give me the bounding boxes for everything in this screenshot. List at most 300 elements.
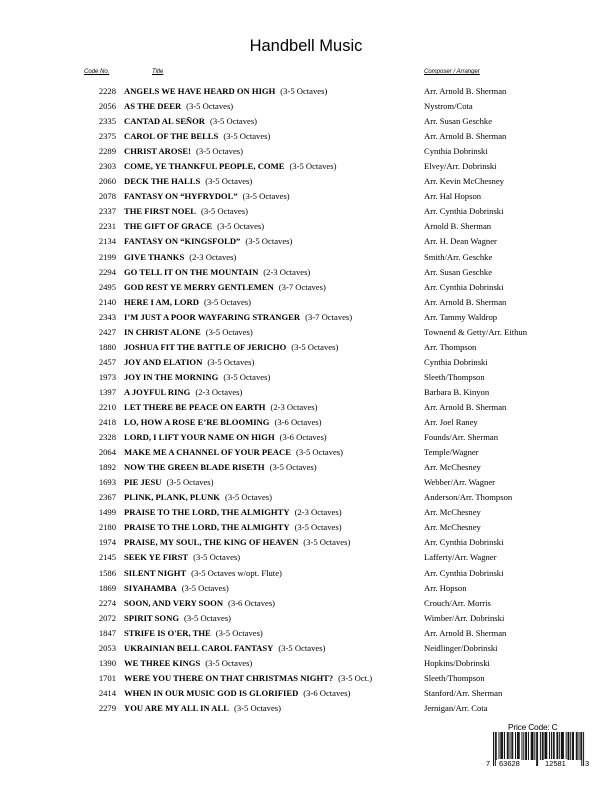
song-code: 2375 [98, 131, 116, 142]
barcode-bar [579, 732, 580, 760]
song-code: 1974 [98, 537, 116, 548]
song-row [0, 596, 612, 611]
song-row [0, 280, 612, 295]
song-title: SILENT NIGHT [124, 567, 187, 578]
song-row [0, 445, 612, 460]
song-code: 1397 [98, 386, 116, 397]
barcode-bar [525, 732, 526, 760]
song-title: THE FIRST NOEL [124, 206, 196, 217]
song-composer: Townend & Getty/Arr. Eithun [424, 326, 527, 337]
barcode-bar [568, 732, 569, 760]
song-title: SEEK YE FIRST [124, 552, 189, 563]
song-title: FANTASY ON “KINGSFOLD” [124, 236, 241, 247]
song-octaves: (3-5 Octaves) [195, 146, 243, 157]
barcode-bar [572, 732, 573, 760]
song-row [0, 475, 612, 490]
song-composer: Smith/Arr. Geschke [424, 251, 493, 262]
song-title: MAKE ME A CHANNEL OF YOUR PEACE [124, 447, 291, 458]
song-octaves: (3-5 Octaves) [181, 582, 229, 593]
barcode-bar [545, 732, 546, 760]
barcode-bar [531, 732, 532, 760]
song-octaves: (3-5 Octaves) [295, 447, 343, 458]
song-title-cell [124, 204, 248, 219]
song-composer: Stanford/Arr. Sherman [424, 687, 503, 698]
barcode-bar [496, 732, 497, 760]
song-octaves: (3-5 Octaves) [203, 296, 251, 307]
song-row [0, 219, 612, 234]
song-code: 2335 [98, 116, 116, 127]
song-code: 1880 [98, 341, 116, 352]
barcode-bar [553, 732, 554, 760]
song-title: CAROL OF THE BELLS [124, 131, 219, 142]
song-octaves: (3-5 Octaves) [242, 191, 290, 202]
song-title-cell [124, 490, 272, 505]
barcode-bar [511, 732, 512, 760]
song-composer: Arr. Joel Raney [424, 417, 478, 428]
song-title-cell [124, 581, 229, 596]
song-composer: Arr. McChesney [424, 522, 481, 533]
barcode-bar [545, 732, 546, 760]
song-code: 2328 [98, 432, 116, 443]
barcode-bar [554, 732, 555, 760]
song-row [0, 174, 612, 189]
song-code: 2367 [98, 492, 116, 503]
song-code: 2134 [98, 236, 116, 247]
barcode-bar [512, 732, 513, 760]
column-headers [0, 69, 612, 81]
barcode-bar [493, 732, 494, 766]
song-octaves: (2-3 Octaves) [189, 251, 237, 262]
song-title-cell [124, 310, 352, 325]
song-code: 2060 [98, 176, 116, 187]
song-title: SPIRIT SONG [124, 612, 180, 623]
song-octaves: (3-5 Oct.) [338, 672, 373, 683]
song-code: 1693 [98, 477, 116, 488]
song-title: DECK THE HALLS [124, 176, 201, 187]
song-title-cell [124, 129, 270, 144]
song-title-cell [124, 280, 326, 295]
barcode-bar [532, 732, 533, 760]
barcode-bar [522, 732, 523, 760]
barcode-bar [543, 732, 544, 760]
barcode-bar [580, 732, 581, 760]
song-row [0, 520, 612, 535]
song-code: 2279 [98, 702, 116, 713]
song-composer: Jernigan/Arr. Cota [424, 702, 488, 713]
barcode-bar [533, 732, 534, 760]
song-composer: Arr. Susan Geschke [424, 266, 493, 277]
barcode-bar [568, 732, 569, 760]
song-row [0, 310, 612, 325]
song-title: FANTASY ON “HYFRYDOL” [124, 191, 238, 202]
song-code: 2289 [98, 146, 116, 157]
song-title-cell [124, 340, 338, 355]
song-row [0, 99, 612, 114]
song-row [0, 159, 612, 174]
barcode-bar [573, 732, 574, 760]
barcode-trail-digit: 3 [585, 759, 590, 768]
song-title-cell [124, 144, 243, 159]
song-code: 2418 [98, 417, 116, 428]
song-row [0, 611, 612, 626]
song-octaves: (3-5 Octaves) [289, 161, 337, 172]
song-title: SOON, AND VERY SOON [124, 597, 224, 608]
song-octaves: (3-5 Octaves) [223, 371, 271, 382]
song-octaves: (3-5 Octaves) [210, 116, 258, 127]
barcode-bar [546, 732, 547, 760]
song-octaves: (3-5 Octaves) [224, 492, 272, 503]
song-title-cell [124, 656, 252, 671]
song-octaves: (3-5 Octaves) [207, 356, 255, 367]
song-title: COME, YE THANKFUL PEOPLE, COME [124, 161, 285, 172]
song-row [0, 430, 612, 445]
song-octaves: (3-5 Octaves) [278, 642, 326, 653]
song-title-cell [124, 701, 281, 716]
song-title-cell [124, 159, 336, 174]
song-composer: Barbara B. Kinyon [424, 386, 490, 397]
song-code: 2231 [98, 221, 116, 232]
song-title-cell [124, 566, 282, 581]
song-octaves: (2-3 Octaves) [294, 507, 342, 518]
song-code: 2210 [98, 401, 116, 412]
song-octaves: (3-5 Octaves) [215, 627, 263, 638]
song-title: IN CHRIST ALONE [124, 326, 201, 337]
song-composer: Crouch/Arr. Morris [424, 597, 491, 608]
barcode-bar [551, 732, 552, 760]
song-octaves: (3-7 Octaves) [278, 281, 326, 292]
song-octaves: (2-3 Octaves) [263, 266, 311, 277]
song-title-cell [124, 460, 317, 475]
song-row [0, 189, 612, 204]
song-title: CANTAD AL SEÑOR [124, 116, 206, 127]
barcode-bar [562, 732, 563, 760]
song-title: PRAISE, MY SOUL, THE KING OF HEAVEN [124, 537, 299, 548]
song-octaves: (3-5 Octaves) [280, 86, 328, 96]
song-row [0, 385, 612, 400]
song-composer: Webber/Arr. Wagner [424, 477, 495, 488]
song-row [0, 234, 612, 249]
song-row [0, 144, 612, 159]
song-code: 1973 [98, 371, 116, 382]
song-composer: Arr. Arnold B. Sherman [424, 296, 507, 307]
song-row [0, 355, 612, 370]
song-composer: Arr. Arnold B. Sherman [424, 627, 507, 638]
song-octaves: (2-3 Octaves) [270, 401, 318, 412]
song-octaves: (3-5 Octaves) [205, 176, 253, 187]
song-code: 1869 [98, 582, 116, 593]
barcode-bar [502, 732, 503, 760]
song-code: 2294 [98, 266, 116, 277]
song-row [0, 114, 612, 129]
song-code: 2199 [98, 251, 116, 262]
barcode-bar [518, 732, 519, 760]
song-row [0, 550, 612, 565]
song-title-cell [124, 385, 242, 400]
song-composer: Sleeth/Thompson [424, 672, 485, 683]
song-row [0, 671, 612, 686]
barcode-bar [563, 732, 564, 760]
song-composer: Arr. Arnold B. Sherman [424, 131, 507, 142]
song-octaves: (3-5 Octaves) [205, 326, 253, 337]
song-composer: Arr. H. Dean Wagner [424, 236, 497, 247]
song-title-cell [124, 325, 253, 340]
song-composer: Temple/Wagner [424, 447, 479, 458]
song-composer: Arr. Cynthia Dobrinski [424, 537, 504, 548]
song-title: LO, HOW A ROSE E’RE BLOOMING [124, 417, 270, 428]
song-composer: Cynthia Dobrinski [424, 146, 488, 157]
barcode-bar [526, 732, 527, 760]
song-title: A JOYFUL RING [124, 386, 191, 397]
barcode-bar [510, 732, 511, 760]
song-title: UKRAINIAN BELL CAROL FANTASY [124, 642, 274, 653]
song-title-cell [124, 400, 317, 415]
barcode-bar [519, 732, 520, 760]
title-column-header: Title [152, 69, 164, 75]
song-title-cell [124, 295, 251, 310]
song-octaves: (3-5 Octaves) [223, 131, 271, 142]
song-title-cell [124, 174, 252, 189]
song-code: 1701 [98, 672, 116, 683]
song-octaves: (3-6 Octaves) [279, 432, 327, 443]
song-code: 1586 [98, 567, 116, 578]
song-octaves: (3-5 Octaves) [291, 341, 339, 352]
song-composer: Arr. Tammy Waldrop [424, 311, 498, 322]
song-code: 2056 [98, 101, 116, 112]
song-title-cell [124, 505, 342, 520]
song-title-cell [124, 535, 350, 550]
song-code: 2145 [98, 552, 116, 563]
song-octaves: (3-6 Octaves) [274, 417, 322, 428]
song-title-cell [124, 370, 270, 385]
barcode-bar [559, 732, 560, 760]
song-octaves: (3-6 Octaves) [303, 687, 351, 698]
barcode-bar [534, 732, 535, 760]
song-composer: Arr. Cynthia Dobrinski [424, 567, 504, 578]
song-composer: Arr. Thompson [424, 341, 477, 352]
song-row [0, 400, 612, 415]
barcode-bar [507, 732, 508, 760]
barcode-bar [581, 732, 582, 766]
song-title: CHRIST AROSE! [124, 146, 191, 157]
song-title: AS THE DEER [124, 101, 182, 112]
song-row [0, 265, 612, 280]
song-row [0, 656, 612, 671]
song-title: ANGELS WE HAVE HEARD ON HIGH [124, 86, 276, 96]
song-title: WE THREE KINGS [124, 657, 201, 668]
song-row [0, 204, 612, 219]
song-title: HERE I AM, LORD [124, 296, 199, 307]
song-composer: Arr. McChesney [424, 462, 481, 473]
barcode-bar [500, 732, 501, 760]
song-composer: Arr. Arnold B. Sherman [424, 86, 507, 96]
barcode-bar [495, 732, 496, 766]
song-octaves: (3-5 Octaves) [217, 221, 265, 232]
barcode-bar [561, 732, 562, 760]
song-title-cell [124, 265, 310, 280]
song-octaves: (3-5 Octaves) [245, 236, 293, 247]
song-title-cell [124, 99, 233, 114]
song-composer: Arr. Cynthia Dobrinski [424, 281, 504, 292]
barcode-bar [517, 732, 518, 760]
song-row [0, 370, 612, 385]
song-octaves: (3-5 Octaves) [186, 101, 234, 112]
barcode-bar [536, 732, 537, 766]
song-code: 1390 [98, 657, 116, 668]
song-row [0, 581, 612, 596]
barcode-bar [556, 732, 557, 760]
song-title: PRAISE TO THE LORD, THE ALMIGHTY [124, 507, 290, 518]
song-title-cell [124, 114, 257, 129]
song-title-cell [124, 84, 327, 99]
song-composer: Cynthia Dobrinski [424, 356, 488, 367]
song-row [0, 490, 612, 505]
barcode-bar [576, 732, 577, 760]
song-row [0, 626, 612, 641]
barcode-bar [570, 732, 571, 760]
song-code: 2427 [98, 326, 116, 337]
song-row [0, 641, 612, 656]
song-title: WERE YOU THERE ON THAT CHRISTMAS NIGHT? [124, 672, 334, 683]
barcode-bar [566, 732, 567, 760]
song-title-cell [124, 596, 275, 611]
song-row [0, 415, 612, 430]
song-octaves: (3-5 Octaves) [294, 522, 342, 533]
song-title: NOW THE GREEN BLADE RISETH [124, 462, 265, 473]
song-title: GOD REST YE MERRY GENTLEMEN [124, 281, 274, 292]
song-composer: Arr. Cynthia Dobrinski [424, 206, 504, 217]
barcode-bar [499, 732, 500, 760]
song-code: 2457 [98, 356, 116, 367]
song-composer: Arr. Hal Hopson [424, 191, 482, 202]
song-title: PRAISE TO THE LORD, THE ALMIGHTY [124, 522, 290, 533]
song-row [0, 250, 612, 265]
song-octaves: (3-5 Octaves w/opt. Flute) [191, 567, 282, 578]
song-code: 2228 [98, 86, 116, 96]
song-title: STRIFE IS O'ER, THE [124, 627, 211, 638]
price-code: Price Code: C [508, 722, 558, 732]
song-title: JOY IN THE MORNING [124, 371, 219, 382]
barcode-bar [577, 732, 578, 760]
song-row [0, 566, 612, 581]
song-octaves: (2-3 Octaves) [195, 386, 243, 397]
barcode-bar [523, 732, 524, 760]
song-code: 2343 [98, 311, 116, 322]
song-title-cell [124, 475, 214, 490]
song-title: LET THERE BE PEACE ON EARTH [124, 401, 266, 412]
song-octaves: (3-5 Octaves) [233, 702, 281, 713]
song-row [0, 340, 612, 355]
song-title-cell [124, 686, 350, 701]
song-composer: Nystrom/Cota [424, 101, 473, 112]
song-composer: Neidlinger/Dobrinski [424, 642, 498, 653]
song-octaves: (3-5 Octaves) [303, 537, 351, 548]
barcode-bar [549, 732, 550, 760]
barcode-bar [508, 732, 509, 760]
barcode-bar [540, 732, 541, 760]
barcode-bar [501, 732, 502, 760]
song-title-cell [124, 550, 240, 565]
song-row [0, 84, 612, 99]
song-title-cell [124, 250, 236, 265]
song-composer: Sleeth/Thompson [424, 371, 485, 382]
song-code: 1847 [98, 627, 116, 638]
barcode-left-digits: 63628 [499, 759, 520, 768]
song-title: JOSHUA FIT THE BATTLE OF JERICHO [124, 341, 287, 352]
page-title: Handbell Music [249, 37, 363, 55]
code-column-header: Code No. [84, 69, 110, 75]
song-title-cell [124, 611, 231, 626]
song-octaves: (3-6 Octaves) [228, 597, 276, 608]
song-row [0, 295, 612, 310]
barcode-bar [583, 732, 584, 766]
song-title-cell [124, 219, 264, 234]
song-row [0, 325, 612, 340]
song-composer: Hopkins/Dobrinski [424, 657, 490, 668]
song-title-cell [124, 415, 322, 430]
song-title-cell [124, 671, 372, 686]
song-composer: Founds/Arr. Sherman [424, 432, 498, 443]
song-title: I’M JUST A POOR WAYFARING STRANGER [124, 311, 301, 322]
song-code: 2303 [98, 161, 116, 172]
barcode-bar [515, 732, 516, 760]
barcode-bar [504, 732, 505, 760]
song-code: 2337 [98, 206, 116, 217]
song-title-cell [124, 626, 263, 641]
song-title-cell [124, 355, 254, 370]
song-composer: Wimber/Arr. Dobrinski [424, 612, 505, 623]
barcode-lead-digit: 7 [486, 759, 491, 768]
song-composer: Arnold B. Sherman [424, 221, 492, 232]
barcode-bar [528, 732, 529, 760]
song-code: 2064 [98, 447, 116, 458]
song-title-cell [124, 430, 327, 445]
song-title: GIVE THANKS [124, 251, 185, 262]
song-composer: Arr. Susan Geschke [424, 116, 493, 127]
song-composer: Arr. McChesney [424, 507, 481, 518]
barcode [486, 732, 592, 772]
song-title: WHEN IN OUR MUSIC GOD IS GLORIFIED [124, 687, 299, 698]
song-title-cell [124, 641, 325, 656]
song-title: PLINK, PLANK, PLUNK [124, 492, 220, 503]
song-octaves: (3-7 Octaves) [305, 311, 353, 322]
song-code: 2140 [98, 296, 116, 307]
song-title: SIYAHAMBA [124, 582, 177, 593]
song-title: JOY AND ELATION [124, 356, 203, 367]
song-title: THE GIFT OF GRACE [124, 221, 213, 232]
song-title: YOU ARE MY ALL IN ALL [124, 702, 229, 713]
song-code: 1892 [98, 462, 116, 473]
song-code: 2053 [98, 642, 116, 653]
barcode-bar [537, 732, 538, 766]
song-row [0, 701, 612, 716]
song-row [0, 460, 612, 475]
barcode-bar [542, 732, 543, 760]
song-title-cell [124, 520, 342, 535]
song-octaves: (3-5 Octaves) [193, 552, 241, 563]
song-octaves: (3-5 Octaves) [205, 657, 253, 668]
song-title: GO TELL IT ON THE MOUNTAIN [124, 266, 259, 277]
song-row [0, 505, 612, 520]
song-octaves: (3-5 Octaves) [166, 477, 214, 488]
song-octaves: (3-5 Octaves) [269, 462, 317, 473]
song-octaves: (3-5 Octaves) [200, 206, 248, 217]
song-row [0, 686, 612, 701]
song-code: 2078 [98, 191, 116, 202]
song-title-cell [124, 189, 290, 204]
song-composer: Elvey/Arr. Dobrinski [424, 161, 497, 172]
song-title: PIE JESU [124, 477, 162, 488]
song-composer: Arr. Arnold B. Sherman [424, 401, 507, 412]
